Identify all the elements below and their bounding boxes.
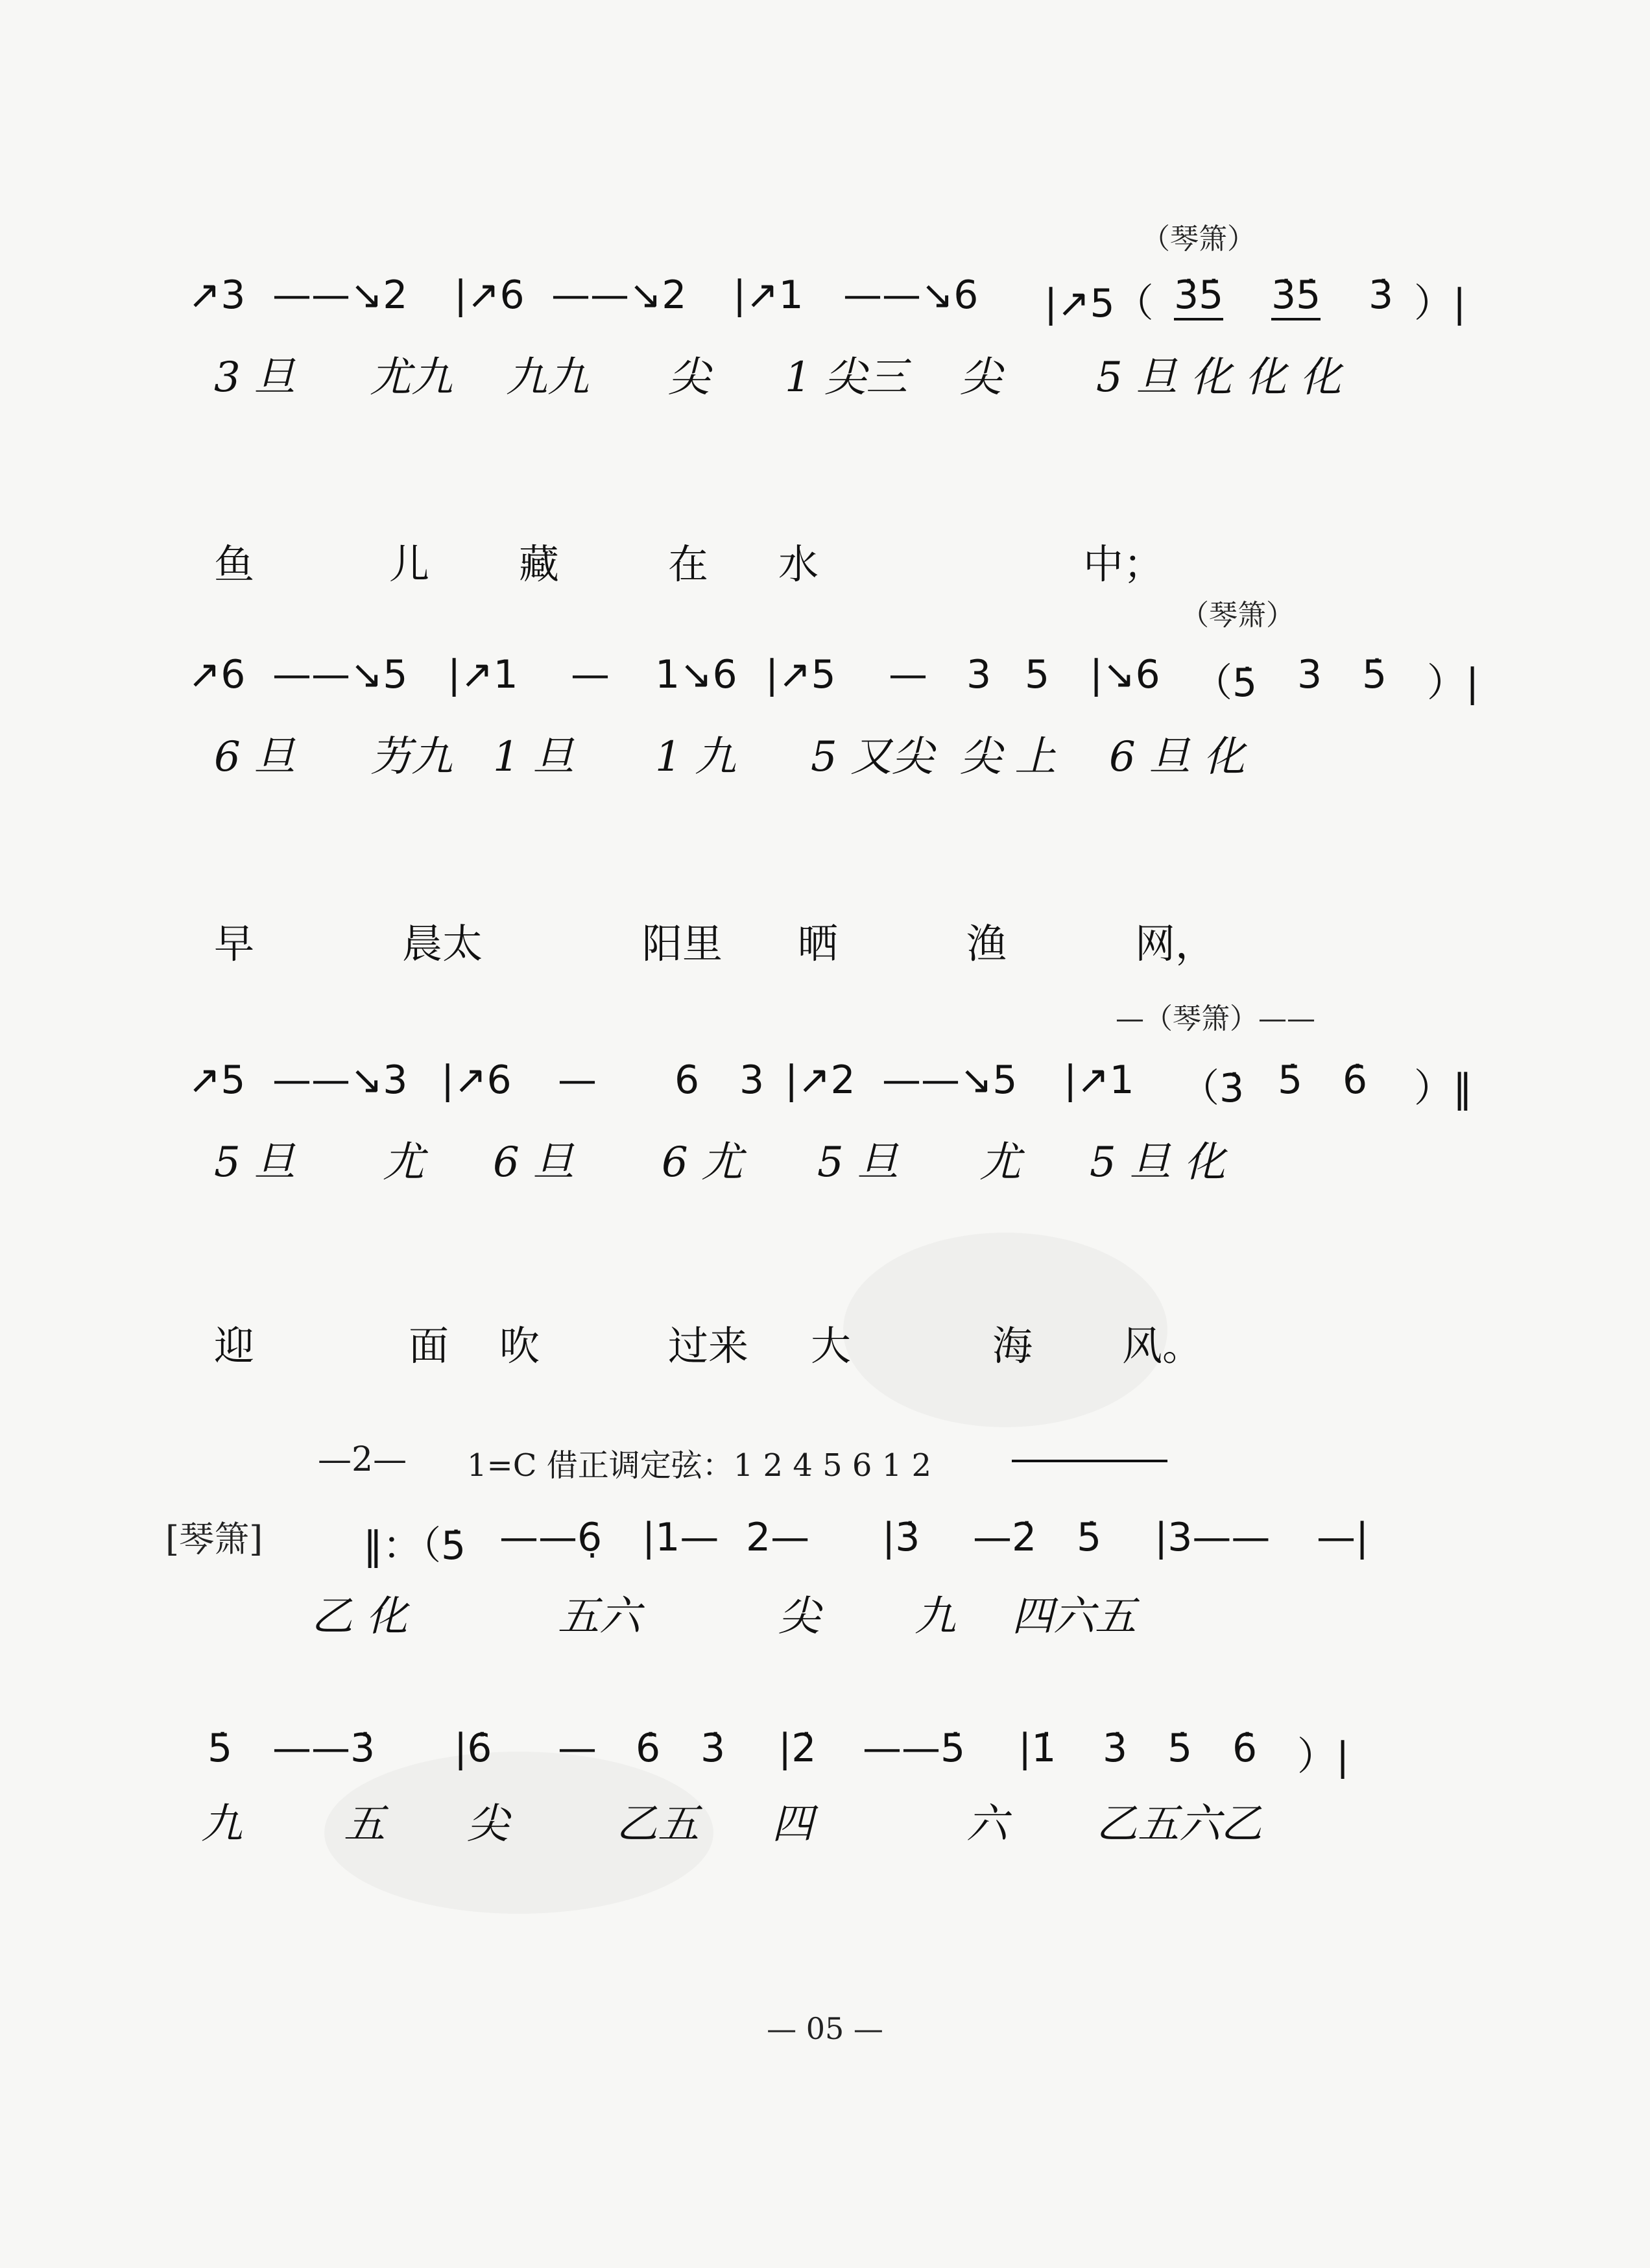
gongche-char: 尤九	[370, 354, 453, 402]
lyric: 大	[811, 1322, 852, 1369]
lyric: 迎	[214, 1322, 255, 1369]
note: 6	[675, 1057, 700, 1103]
note: |3̇	[882, 1515, 920, 1560]
gongche-char: 6 旦 化	[1109, 733, 1245, 781]
note: ↗6	[188, 652, 246, 697]
lyrics-line	[214, 532, 1446, 588]
note: 2—	[746, 1515, 810, 1560]
note: |↗2	[785, 1057, 855, 1103]
lyric: 面	[409, 1322, 449, 1369]
page-number: — 05 —	[767, 2011, 883, 2046]
lyric: 阳里	[642, 920, 723, 967]
note: |↗1	[448, 652, 518, 697]
gongche-char: 6 旦	[493, 1139, 575, 1187]
gongche-char: 五六	[558, 1593, 641, 1641]
note: ）|	[1427, 660, 1479, 706]
number-line	[182, 1057, 1520, 1129]
note: |2̇	[778, 1726, 817, 1771]
note: （5̇	[1193, 660, 1258, 706]
note: 3̇	[1369, 272, 1394, 318]
note: |6̇	[454, 1726, 492, 1771]
gongche-char: 1 尖三	[785, 354, 908, 402]
note: |↘6	[1090, 652, 1160, 697]
note: |↗1	[733, 272, 804, 318]
gongche-char: 乙五六乙	[1096, 1800, 1262, 1848]
note: 5̇	[208, 1726, 233, 1771]
lyric: 海	[992, 1322, 1033, 1369]
gongche-char: 四六五	[1012, 1593, 1136, 1641]
gongche-char: 6 旦	[214, 733, 296, 781]
gongche-char: 5 旦 化 化 化	[1096, 354, 1342, 402]
lyric: 藏	[519, 540, 560, 588]
gongche-char: 1 九	[655, 733, 737, 781]
note: 6̇	[636, 1726, 661, 1771]
instrument-label: （琴箫）	[1180, 599, 1295, 632]
note: —	[571, 652, 610, 697]
note: ——↘6	[843, 272, 979, 318]
note: |↗5（	[1044, 281, 1154, 326]
note: 3	[966, 652, 992, 697]
note: 5̇	[1362, 652, 1387, 697]
note: 5̇	[1077, 1515, 1102, 1560]
lyric: 水	[778, 540, 819, 588]
note: 5̇	[1278, 1057, 1303, 1103]
lyric: 鱼	[214, 540, 255, 588]
gongche-char: 六	[966, 1800, 1008, 1848]
note: ）|	[1297, 1734, 1350, 1779]
gongche-char: 九	[201, 1800, 243, 1848]
gongche-char: 5 又尖	[811, 733, 934, 781]
note: （3̇	[1180, 1066, 1245, 1111]
note: 5	[1025, 652, 1050, 697]
number-line	[182, 652, 1520, 723]
gongche-char: 尤	[979, 1139, 1021, 1187]
note: ——↘2	[551, 272, 687, 318]
note: ）|	[1414, 281, 1466, 326]
note: |1—	[642, 1515, 719, 1560]
note: —|	[1317, 1515, 1369, 1560]
gongche-char: 5 旦	[214, 1139, 296, 1187]
gongche-char: 尖	[668, 354, 710, 402]
gongche-char: 尖	[960, 354, 1001, 402]
gongche-line	[214, 344, 1511, 441]
lyric: 吹	[499, 1322, 540, 1369]
instrument-label: [琴箫]	[165, 1519, 263, 1560]
gongche-char: 5 旦 化	[1090, 1139, 1226, 1187]
lyric: 渔	[966, 920, 1007, 967]
gongche-char: 尤	[383, 1139, 424, 1187]
note: 3̇5̇	[1174, 272, 1223, 320]
note: ）‖	[1414, 1066, 1472, 1111]
note: 6̇	[1343, 1057, 1368, 1103]
lyric: 中；	[1083, 540, 1164, 588]
note: ——↘5	[882, 1057, 1018, 1103]
lyric: 晨太	[402, 920, 483, 967]
note: |↗6	[441, 1057, 512, 1103]
gongche-char: 尖 上	[960, 733, 1057, 781]
note: 3̇5̇	[1271, 272, 1321, 320]
note: —	[889, 652, 927, 697]
note: |↗5	[765, 652, 836, 697]
note: |3——	[1154, 1515, 1271, 1560]
note: 1↘6	[655, 652, 737, 697]
gongche-char: 艻九	[370, 733, 453, 781]
note: 3̇	[1103, 1726, 1128, 1771]
gongche-char: 四	[772, 1800, 813, 1848]
note: |↗1	[1064, 1057, 1134, 1103]
number-line	[363, 1515, 1520, 1586]
gongche-char: 尖	[467, 1800, 508, 1848]
lyric: 过来	[668, 1322, 749, 1369]
divider-line	[1012, 1460, 1167, 1462]
note: ——3̇	[272, 1726, 376, 1771]
lyric: 网，	[1135, 920, 1216, 967]
lyric: 风。	[1122, 1322, 1203, 1369]
note: ——↘5	[272, 652, 408, 697]
note: ——6̣	[499, 1515, 603, 1560]
note: 3̇	[700, 1726, 726, 1771]
gongche-char: 乙五	[616, 1800, 699, 1848]
note: |1̇	[1018, 1726, 1057, 1771]
note: ‖：（5̇	[363, 1523, 466, 1569]
note: 3	[1297, 652, 1322, 697]
gongche-char: 3 旦	[214, 354, 296, 402]
note: ↗5	[188, 1057, 246, 1103]
note: 5̇	[1167, 1726, 1193, 1771]
note: 3	[739, 1057, 765, 1103]
note: —	[558, 1726, 597, 1771]
gongche-char: 九九	[506, 354, 589, 402]
gongche-line	[214, 723, 1511, 821]
gongche-char: 6 尤	[662, 1139, 743, 1187]
note: |↗6	[454, 272, 525, 318]
note: —	[558, 1057, 597, 1103]
note: 6̇	[1232, 1726, 1258, 1771]
gongche-line	[214, 1129, 1511, 1226]
gongche-char: 五	[344, 1800, 385, 1848]
prefix-mark: —2—	[318, 1440, 407, 1479]
instrument-label: —（琴箫）——	[1116, 1002, 1315, 1035]
note: ↗3	[188, 272, 246, 318]
note: —2̇	[973, 1515, 1037, 1560]
lyric: 晒	[798, 920, 839, 967]
note: ——5̇	[863, 1726, 966, 1771]
note: ——↘3	[272, 1057, 408, 1103]
gongche-char: 乙 化	[311, 1593, 408, 1641]
lyrics-line	[214, 911, 1446, 967]
gongche-char: 1 旦	[493, 733, 575, 781]
number-line	[182, 272, 1520, 344]
gongche-char: 九	[915, 1593, 956, 1641]
gongche-char: 5 旦	[817, 1139, 899, 1187]
lyric: 早	[214, 920, 255, 967]
gongche-char: 尖	[778, 1593, 820, 1641]
lyric: 儿	[389, 540, 430, 588]
lyrics-line	[214, 1314, 1446, 1369]
instrument-label: （琴箫）	[1142, 223, 1256, 256]
note: ——↘2	[272, 272, 408, 318]
key-note: 1=C 借正调定弦：1 2 4 5 6 1 2	[467, 1447, 932, 1484]
lyric: 在	[668, 540, 709, 588]
paper-smudge	[324, 1752, 713, 1914]
paper-smudge	[843, 1233, 1167, 1427]
gongche-line	[311, 1583, 1349, 1680]
